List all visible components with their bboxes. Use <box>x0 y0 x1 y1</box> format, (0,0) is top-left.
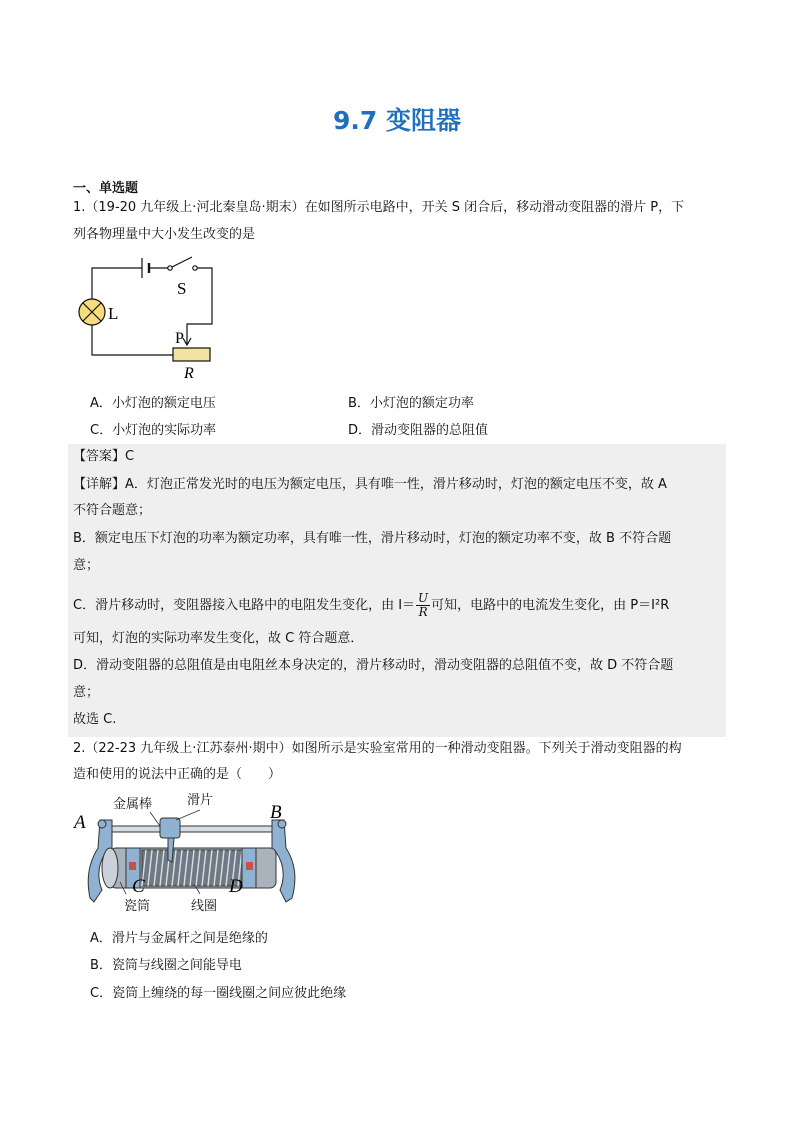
q1-option-b: B．小灯泡的额定功率 <box>348 396 474 411</box>
q1-explain-line6: 可知，灯泡的实际功率发生变化，故 C 符合题意． <box>73 631 364 646</box>
q2-label-rod: 金属棒 <box>113 797 153 812</box>
q1-option-a: A．小灯泡的额定电压 <box>90 396 216 411</box>
q1-explain-line5 <box>73 592 669 619</box>
q1-explain-line5-a: C．滑片移动时，变阻器接入电路中的电阻发生变化，由 I＝ <box>73 598 416 613</box>
q2-stem-line1: 2.（22-23 九年级上·江苏泰州·期中）如图所示是实验室常用的一种滑动变阻器。下列关于滑动变阻器的构 <box>73 741 682 756</box>
q1-stem-line1: 1.（19-20 九年级上·河北秦皇岛·期末）在如图所示电路中，开关 S 闭合后，移动滑动变阻器的滑片 P，下 <box>73 200 685 215</box>
q2-option-c: C．瓷筒上缠绕的每一圈线圈之间应彼此绝缘 <box>90 986 347 1001</box>
q2-label-d: D <box>229 876 243 897</box>
q1-explain-line9: 故选 C. <box>73 712 117 727</box>
q1-explain-line8: 意； <box>73 685 100 700</box>
q1-label-p: P <box>175 330 184 347</box>
q1-label-l: L <box>108 304 119 323</box>
q1-explain-line5-b: 可知，电路中的电流发生变化，由 P＝I²R <box>431 598 670 613</box>
q2-option-b: B．瓷筒与线圈之间能导电 <box>90 958 242 973</box>
q1-label-r: R <box>184 365 194 382</box>
q2-label-coil: 线圈 <box>191 899 218 914</box>
q1-explain-line3: B．额定电压下灯泡的功率为额定功率，具有唯一性，滑片移动时，灯泡的额定功率不变，故 B 不符合题 <box>73 531 672 546</box>
q2-label-slider: 滑片 <box>187 793 214 808</box>
q1-explain-line7: D．滑动变阻器的总阻值是由电阻丝本身决定的，滑片移动时，滑动变阻器的总阻值不变，故 D 不符合题 <box>73 658 674 673</box>
q1-answer: 【答案】C <box>73 449 135 464</box>
q2-stem-line2: 造和使用的说法中正确的是（ ） <box>73 767 282 782</box>
fraction-numerator: U <box>418 591 429 605</box>
q1-option-d: D．滑动变阻器的总阻值 <box>348 423 489 438</box>
fraction-denominator: R <box>418 605 428 619</box>
ohms-law-fraction <box>416 592 430 619</box>
section-heading: 一、单选题 <box>73 181 139 196</box>
q2-label-b: B <box>270 802 282 823</box>
q2-label-c: C <box>132 876 145 897</box>
q2-option-a: A．滑片与金属杆之间是绝缘的 <box>90 931 268 946</box>
q1-circuit-diagram <box>74 254 224 384</box>
q1-label-s: S <box>177 279 187 298</box>
q2-label-a: A <box>74 812 86 833</box>
q1-stem-line2: 列各物理量中大小发生改变的是 <box>73 227 256 242</box>
q2-label-tube: 瓷筒 <box>124 899 151 914</box>
q1-explain-line1: 【详解】A．灯泡正常发光时的电压为额定电压，具有唯一性，滑片移动时，灯泡的额定电压不变，故 A <box>73 477 667 492</box>
q1-explain-line2: 不符合题意； <box>73 503 152 518</box>
q1-explain-line4: 意； <box>73 558 100 573</box>
page-title: 9.7 变阻器 <box>333 106 461 135</box>
q1-option-c: C．小灯泡的实际功率 <box>90 423 217 438</box>
